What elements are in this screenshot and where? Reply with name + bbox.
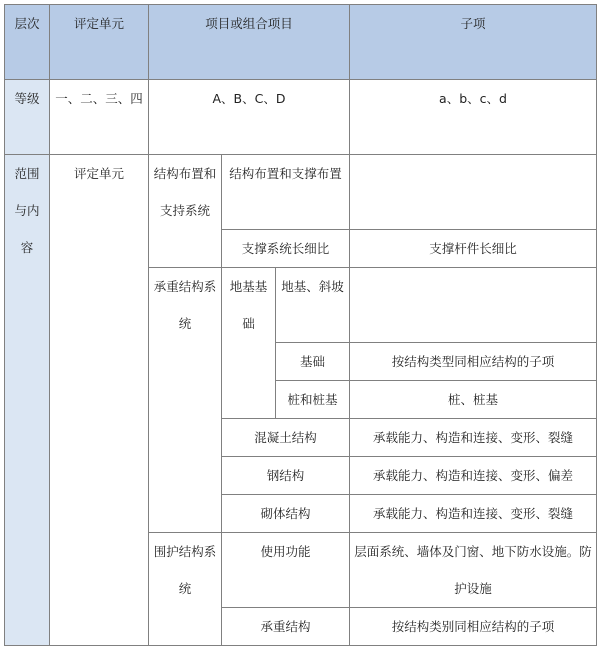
item-cell: 使用功能 [222,533,350,608]
system-name: 承重结构系统 [149,268,222,533]
header-unit: 评定单元 [50,5,149,80]
sub-cell: 承载能力、构造和连接、变形、偏差 [350,457,597,495]
system-name: 围护结构系统 [149,533,222,646]
system-name: 结构布置和支持系统 [149,155,222,268]
item-cell: 承重结构 [222,608,350,646]
grade-sub: a、b、c、d [350,80,597,155]
sub-cell: 按结构类型同相应结构的子项 [350,343,597,381]
grade-unit: 一、二、三、四 [50,80,149,155]
grade-label: 等级 [5,80,50,155]
item-cell: 钢结构 [222,457,350,495]
item-cell: 支撑系统长细比 [222,230,350,268]
sub-cell: 承载能力、构造和连接、变形、裂缝 [350,419,597,457]
item-cell: 砌体结构 [222,495,350,533]
evaluation-table [4,4,597,646]
sub-cell: 按结构类别同相应结构的子项 [350,608,597,646]
sub-cell: 支撑杆件长细比 [350,230,597,268]
item-cell: 混凝土结构 [222,419,350,457]
scope-unit: 评定单元 [50,155,149,646]
table-row [5,155,597,230]
header-level: 层次 [5,5,50,80]
header-sub: 子项 [350,5,597,80]
foundation-group: 地基基础 [222,268,276,419]
header-item: 项目或组合项目 [149,5,350,80]
grade-row [5,80,597,155]
sub-cell: 桩、桩基 [350,381,597,419]
sub-cell: 承载能力、构造和连接、变形、裂缝 [350,495,597,533]
header-row [5,5,597,80]
sub-cell: 层面系统、墙体及门窗、地下防水设施。防护设施 [350,533,597,608]
scope-label: 范围与内容 [5,155,50,646]
item-cell: 桩和桩基 [276,381,350,419]
item-cell: 地基、斜坡 [276,268,350,343]
item-cell: 结构布置和支撑布置 [222,155,350,230]
item-cell: 基础 [276,343,350,381]
sub-cell [350,268,597,343]
sub-cell [350,155,597,230]
grade-item: A、B、C、D [149,80,350,155]
